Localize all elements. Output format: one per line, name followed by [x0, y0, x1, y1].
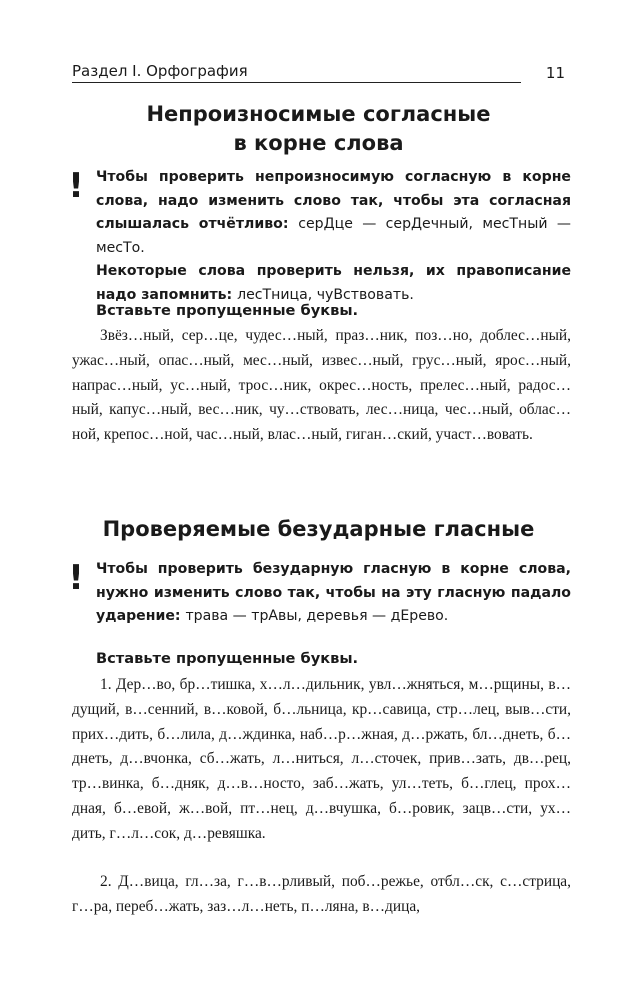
- rule-examples-2: лесТница, чуВствовать.: [237, 286, 414, 303]
- exclamation-icon: !: [68, 166, 84, 206]
- section-name: Раздел I. Орфография: [72, 62, 248, 80]
- rule-examples: серДце — серДечный, месТный — месТо.: [96, 216, 571, 256]
- rule-text: [96, 558, 571, 629]
- exercise-2-unstressed-vowels: 2. Д…вица, гл…за, г…в…рливый, поб…режье, отбл…ск, с…стрица, г…ра, переб…жать, заз…л…неть, п…ляна, в…дица,: [72, 873, 571, 915]
- section-title-silent-consonants: [72, 100, 565, 158]
- exercise-1-unstressed-vowels: 1. Дер…во, бр…тишка, х…л…дильник, увл…жняться, м…рщины, в…дущий, в…сенний, в…ковой, б…льница, кр…савица, стр…лец, выв…сти, прих…дить, б…лила, д…ждинка, наб…р…жная, д…ржать, бл…днеть, б…днеть, д…вчонка, сб…жать, л…ниться, л…сточек, прив…зать, дв…рец, тр…винка, б…дняк, д…в…носто, заб…жать, ул…теть, б…глец, прох…дная, б…евой, ж…вой, пт…нец, д…вчушка, б…ровик, зацв…сти, ух…дить, г…л…сок, д…ревяшка.: [72, 676, 571, 842]
- section-title-unstressed-vowels: Проверяемые безударные гласные: [102, 517, 535, 541]
- rule-box-unstressed-vowels: [64, 558, 571, 630]
- exclamation-icon: !: [68, 558, 84, 598]
- running-header: [72, 60, 565, 86]
- task-heading-2: Вставьте пропущенные буквы.: [96, 650, 359, 667]
- title-line-1: Непроизносимые согласные: [146, 102, 491, 126]
- page-number: 11: [545, 64, 565, 82]
- rule-text: [96, 166, 571, 307]
- exercise-silent-consonants: Звёз…ный, сер…це, чудес…ный, праз…ник, поз…но, доблес…ный, ужас…ный, опас…ный, мес…ный, извес…ный, грус…ный, ярос…ный, напрас…ный, ус…ный, трос…ник, окрес…ность, прелес…ный, радос…ный, капус…ный, вес…ник, чу…ствовать, лес…ница, чес…ный, облас…ной, крепос…ной, час…ный, влас…ный, гиган…ский, участ…вовать.: [72, 327, 571, 444]
- task-heading-1: Вставьте пропущенные буквы.: [96, 302, 359, 319]
- rule-bold-text: Чтобы проверить непроизносимую согласную в корне слова, надо изменить слово так, чтобы эта согласная слышалась отчётливо:: [96, 169, 571, 232]
- rule-box-silent-consonants: [64, 166, 571, 303]
- title-line-2: в корне слова: [233, 131, 404, 155]
- rule-bold-text: Чтобы проверить безударную гласную в корне слова, нужно изменить слово так, чтобы на эту гласную падало ударение:: [96, 561, 571, 624]
- rule-bold-text-2: Некоторые слова проверить нельзя, их правописание надо запомнить:: [96, 263, 571, 303]
- rule-examples: трава — трАвы, деревья — дЕрево.: [185, 608, 449, 624]
- header-rule: [72, 82, 521, 83]
